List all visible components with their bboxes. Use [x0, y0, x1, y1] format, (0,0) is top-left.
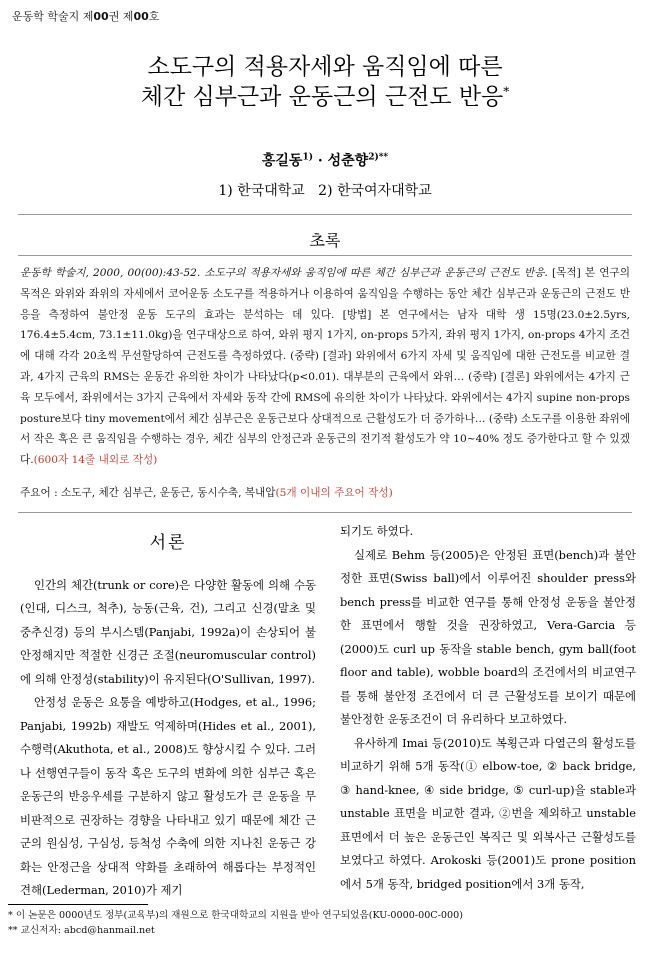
- abstract-text: [목적] 본 연구의 목적은 와위와 좌위의 자세에서 코어운동 소도구를 적용하거나 이용하여 움직임을 수행하는 동안 체간 심부근과 운동근의 근전도 반응을 측정하여 불안정 운동 도구의 효과는 분석하는 데 있다. [방법] 본 연구에서는 남자 대학 생 15명(23.0±2.5yrs, 176.4±5.4cm, 73.1±11.0kg)을 연구대상으로 하여, 와위 평지 1가지, on-props 5가지, 좌위 평지 1가지, on-props 4가지 조건에 대해 각각 20초씩 무선할당하여 근전도를 측정하였다. (중략) [결과] 와위에서 6가지 자세 및 움직임에 대한 근전도를 비교한 결과, 4가지 근육의 RMS는 운동간 유의한 차이가 나타났다(p<0.01). 대부분의 근육에서 와위… (중략) [결론] 와위에서는 4가지 근육 모두에서, 좌위에서는 3가지 근육에서 자세와 동작 간에 RMS에 유의한 차이가 나타났다. 와위에서는 4가지 supine non-props posture보다 tiny movement에서 체간 심부근은 운동근보다 상대적으로 근활성도가 더 증가하나… (중략) 소도구를 이용한 좌위에서 작은 혹은 큰 움직임을 수행하는 경우, 체간 심부의 안정근과 운동근의 전기적 활성도가 약 10~40% 정도 증가한다고 할 수 있겠다.: [20, 267, 630, 467]
- affil-2-num: 2): [318, 183, 333, 199]
- footnotes: [8, 908, 463, 938]
- abstract-bottom-rule: [18, 512, 632, 513]
- keywords-label: 주요어 :: [20, 487, 58, 499]
- title-line-1: 소도구의 적용자세와 움직임에 따른: [147, 54, 503, 80]
- author-list: [0, 150, 650, 170]
- section-heading-intro: 서론: [149, 533, 187, 553]
- left-column: [20, 520, 316, 903]
- running-head-journal: 운동학 학술지 제: [12, 10, 94, 23]
- right-paragraph-1: 실제로 Behm 등(2005)은 안정된 표면(bench)과 불안정한 표면(Swiss ball)에서 이루어진 shoulder press와 bench press를 비교한 연구를 통해 안정성 운동을 불안정한 표면에서 행할 것을 권장하였고, Vera-Garcia 등(2000)도 curl up 동작을 stable bench, gym ball(foot floor and table), wobble board의 조건에서의 비교연구를 통해 불안정 조건에서 더 큰 근활성도를 보이기 때문에 불안정한 운동조건이 더 유리하다 보고하였다.: [340, 547, 636, 726]
- right-paragraph-2: 유사하게 Imai 등(2010)도 복횡근과 다열근의 활성도를 비교하기 위해 5개 동작(① elbow-toe, ② back bridge, ③ hand-knee, ④ side bridge, ⑤ curl-up)을 stable과 unstable 표면을 비교한 결과, ②번을 제외하고 unstable 표면에서 더 높은 운동근인 복직근 및 외복사근 근활성도를 보였다고 하였다. Arokoski 등(2001)도 prone position에서 5개 동작, bridged position에서 3개 동작,: [340, 735, 636, 891]
- title-line-2: [0, 82, 650, 112]
- right-column: [340, 520, 636, 896]
- footnote-corresponding: ** 교신저자: abcd@hanmail.net: [8, 925, 155, 936]
- affiliations: [0, 180, 650, 200]
- intro-paragraph-2: 안정성 운동은 요통을 예방하고(Hodges, et al., 1996; Panjabi, 1992b) 재발도 억제하며(Hides et al., 2001), 수행력(Akuthota, et al., 2008)도 향상시킬 수 있다. 그러나 선행연구들이 동작 혹은 도구의 변화에 의한 심부근 혹은 운동근의 반응우세를 구분하지 않고 활성도가 큰 운동을 무비판적으로 권장하는 경향을 나타내고 있기 때문에 체간 근군의 원심성, 구심성, 등척성 수축에 의한 지나친 운동근 강화는 안정근을 상대적 약화를 초래하여 해롭다는 부정적인 견해(Lederman, 2010)가 제기: [20, 695, 316, 897]
- keywords-note: (5개 이내의 주요어 작성): [275, 487, 393, 499]
- keywords: [20, 485, 630, 500]
- abstract-top-rule: [18, 214, 632, 215]
- running-head-mid: 권 제: [108, 10, 134, 23]
- abstract-heading-rule: [18, 255, 632, 256]
- author-2: 성춘향: [327, 153, 369, 169]
- author-separator: ·: [317, 153, 323, 169]
- author-2-affil: 2)**: [368, 152, 389, 163]
- running-head-suffix: 호: [148, 10, 160, 23]
- affil-1-num: 1): [218, 183, 233, 199]
- running-head-number: 00: [133, 10, 149, 23]
- affil-1: 한국대학교: [237, 183, 305, 199]
- abstract-length-note: (600자 14줄 내외로 작성): [33, 454, 158, 467]
- title-line-2-text: 체간 심부근과 운동근의 근전도 반응: [140, 84, 504, 110]
- abstract-body: [20, 263, 630, 471]
- abstract-citation: 운동학 학술지, 2000, 00(00):43-52. 소도구의 적용자세와 움직임에 따른 체간 심부근과 운동근의 근전도 반응.: [20, 267, 548, 279]
- running-head-volume: 00: [93, 10, 109, 23]
- right-paragraph-continued: 되기도 하였다.: [340, 524, 414, 538]
- footnote-funding: * 이 논문은 0000년도 정부(교육부)의 재원으로 한국대학교의 지원을 받아 연구되었음(KU-0000-00C-000): [8, 910, 463, 921]
- footnote-rule: [8, 904, 148, 905]
- keywords-list: 소도구, 체간 심부근, 운동근, 동시수축, 복내압: [61, 487, 276, 499]
- abstract-heading: 초록: [309, 231, 341, 250]
- affil-2: 한국여자대학교: [336, 183, 432, 199]
- paper-title: [0, 52, 650, 112]
- author-1: 홍길동: [261, 153, 303, 169]
- running-head: [12, 8, 159, 24]
- intro-paragraph-1: 인간의 체간(trunk or core)은 다양한 활동에 의해 수동(인대, 디스크, 척추), 능동(근육, 건), 그리고 신경(말초 및 중추신경) 등의 부시스템(Panjabi, 1992a)이 손상되어 불안정해지만 적절한 신경근 조절(neuromuscular control)에 의해 안정성(stability)이 유지된다(O'Sullivan, 1997).: [20, 577, 316, 686]
- author-1-affil: 1): [302, 152, 313, 163]
- title-footnote-mark: *: [503, 84, 510, 99]
